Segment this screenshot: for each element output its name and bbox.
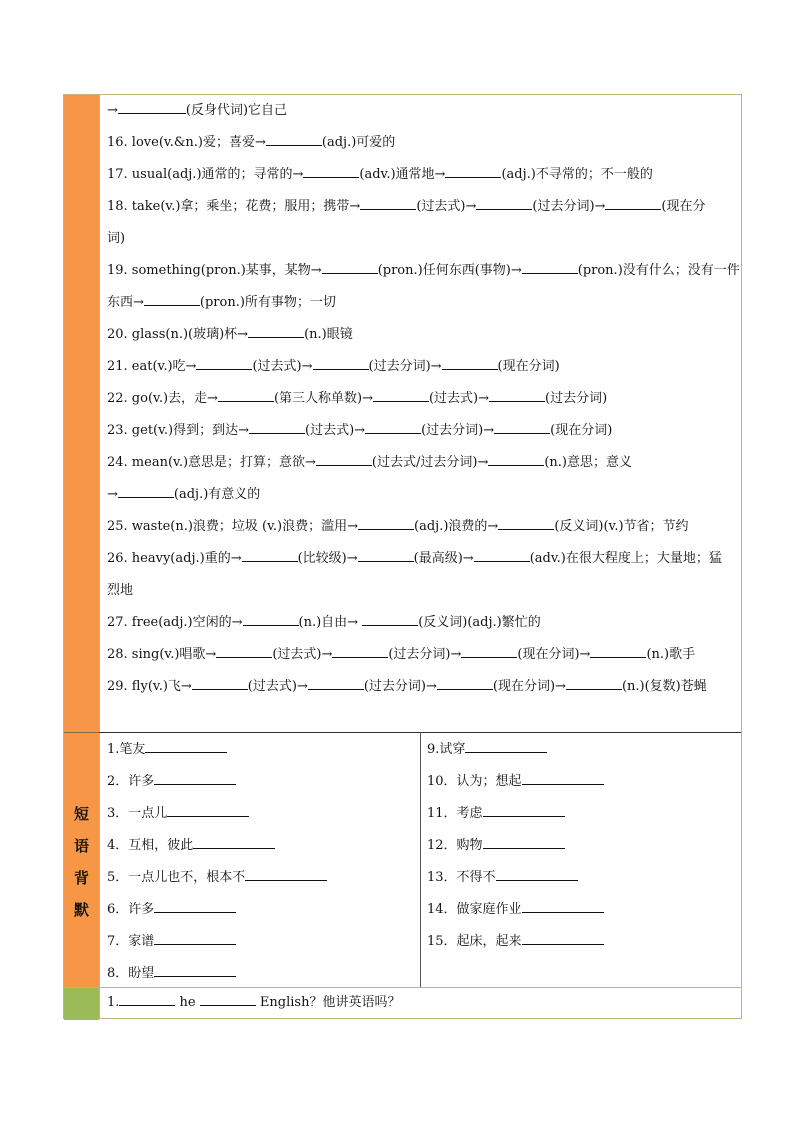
- vocab-line: [107, 255, 740, 287]
- answer-blank[interactable]: [476, 195, 532, 210]
- vocab-line: [107, 479, 737, 511]
- answer-blank[interactable]: [522, 770, 604, 785]
- vocab-text: (现在分词)→: [517, 647, 591, 662]
- answer-blank[interactable]: [266, 131, 322, 146]
- phrase-label: 8．盼望: [107, 966, 155, 981]
- answer-blank[interactable]: [358, 515, 414, 530]
- answer-blank[interactable]: [360, 195, 416, 210]
- title-char: 短: [73, 805, 89, 823]
- vocab-text: (反义词)(adj.)繁忙的: [418, 615, 541, 630]
- answer-blank[interactable]: [483, 834, 565, 849]
- phrase-label: 3．一点儿: [107, 806, 168, 821]
- vocab-text: 18. take(v.)拿；乘坐；花费；服用；携带→: [107, 199, 361, 214]
- answer-blank[interactable]: [465, 738, 547, 753]
- vocab-text: (n.)意思；意义: [544, 455, 632, 470]
- answer-blank[interactable]: [313, 355, 369, 370]
- sentence-row: [107, 987, 400, 1019]
- answer-blank[interactable]: [249, 419, 305, 434]
- vocab-text: (adj.)浪费的→: [414, 519, 499, 534]
- phrase-item: [427, 798, 604, 830]
- answer-blank[interactable]: [373, 387, 429, 402]
- vocab-line: [107, 191, 737, 223]
- vocab-text: 23. get(v.)得到；到达→: [107, 423, 250, 438]
- vocab-line: [107, 543, 737, 575]
- vocab-text: 24. mean(v.)意思是；打算；意欲→: [107, 455, 316, 470]
- phrase-item: [107, 862, 327, 894]
- answer-blank[interactable]: [167, 802, 249, 817]
- vocab-text: 21. eat(v.)吃→: [107, 359, 197, 374]
- answer-blank[interactable]: [496, 866, 578, 881]
- vocab-text: 25. waste(n.)浪费；垃圾 (v.)浪费；滥用→: [107, 519, 359, 534]
- answer-blank[interactable]: [248, 323, 304, 338]
- phrase-label: 2．许多: [107, 774, 155, 789]
- vocab-text: (过去式)→: [252, 359, 313, 374]
- vocab-text: (过去分词)→: [363, 679, 437, 694]
- answer-blank[interactable]: [442, 355, 498, 370]
- phrase-item: [427, 862, 604, 894]
- answer-blank[interactable]: [498, 515, 554, 530]
- phrase-item: [107, 958, 327, 990]
- phrase-item: [107, 926, 327, 958]
- vocab-text: (过去式/过去分词)→: [371, 455, 489, 470]
- vocab-text: 16. love(v.&n.)爱；喜爱→: [107, 135, 266, 150]
- answer-blank[interactable]: [218, 387, 274, 402]
- section-title: [64, 798, 99, 926]
- phrase-list-left: [107, 734, 327, 990]
- vocab-text: →: [107, 487, 118, 502]
- answer-blank[interactable]: [522, 898, 604, 913]
- vocab-text: →: [107, 103, 118, 118]
- phrase-label: 10．认为；想起: [427, 774, 522, 789]
- answer-blank[interactable]: [358, 547, 414, 562]
- answer-blank[interactable]: [196, 355, 252, 370]
- vocab-text: (过去分词)→: [421, 423, 495, 438]
- vocab-text: (adv.)在很大程度上；大量地；猛: [529, 551, 722, 566]
- answer-blank[interactable]: [216, 643, 272, 658]
- vocab-line: [107, 671, 737, 703]
- vocab-text: (adj.)有意义的: [173, 487, 261, 502]
- vocab-text: (pron.)所有事物；一切: [199, 295, 336, 310]
- phrase-label: 13．不得不: [427, 870, 496, 885]
- vocab-line: [107, 575, 737, 607]
- answer-blank[interactable]: [118, 99, 186, 114]
- vocab-text: 词): [107, 231, 126, 246]
- vocab-line: [107, 159, 737, 191]
- answer-blank[interactable]: [605, 195, 661, 210]
- vocab-line: [107, 639, 737, 671]
- sentence-number: 1.: [107, 995, 120, 1010]
- answer-blank[interactable]: [242, 547, 298, 562]
- vocab-text: (过去式)→: [416, 199, 477, 214]
- answer-blank[interactable]: [437, 675, 493, 690]
- answer-blank[interactable]: [566, 675, 622, 690]
- phrase-item: [427, 766, 604, 798]
- vocab-line: [107, 287, 737, 319]
- vocab-line: [107, 607, 737, 639]
- phrase-label: 11．考虑: [427, 806, 483, 821]
- vocab-text: 19. something(pron.)某事，某物→: [107, 263, 322, 278]
- answer-blank[interactable]: [154, 898, 236, 913]
- vocab-text: (最高级)→: [413, 551, 474, 566]
- answer-blank[interactable]: [193, 834, 275, 849]
- phrase-column-divider: [420, 732, 421, 987]
- answer-blank[interactable]: [145, 738, 227, 753]
- answer-blank[interactable]: [303, 163, 359, 178]
- vocab-text: 17. usual(adj.)通常的；寻常的→: [107, 167, 304, 182]
- answer-blank[interactable]: [154, 770, 236, 785]
- answer-blank[interactable]: [494, 419, 550, 434]
- phrase-item: [427, 926, 604, 958]
- vocab-list: [107, 95, 740, 703]
- vocab-text: (n.)眼镜: [304, 327, 353, 342]
- answer-blank[interactable]: [590, 643, 646, 658]
- vocab-text: (过去分词): [545, 391, 608, 406]
- column-divider: [99, 95, 100, 1018]
- answer-blank[interactable]: [245, 866, 327, 881]
- vocab-text: (n.)歌手: [646, 647, 696, 662]
- answer-blank[interactable]: [316, 451, 372, 466]
- answer-blank[interactable]: [365, 419, 421, 434]
- vocab-text: 东西→: [107, 295, 144, 310]
- vocab-text: 27. free(adj.)空闲的→: [107, 615, 243, 630]
- phrase-label: 9.试穿: [427, 742, 466, 757]
- phrase-item: [427, 894, 604, 926]
- answer-blank[interactable]: [461, 643, 517, 658]
- vocab-line: [107, 511, 737, 543]
- vocab-text: (过去分词)→: [368, 359, 442, 374]
- vocab-text: (现在分词): [497, 359, 560, 374]
- answer-blank[interactable]: [119, 991, 175, 1006]
- phrase-item: [107, 734, 327, 766]
- answer-blank[interactable]: [488, 451, 544, 466]
- answer-blank[interactable]: [243, 611, 299, 626]
- vocab-text: (过去式)→: [428, 391, 490, 406]
- answer-blank[interactable]: [308, 675, 364, 690]
- answer-blank[interactable]: [522, 930, 604, 945]
- answer-blank[interactable]: [332, 643, 388, 658]
- vocab-line: [107, 127, 737, 159]
- phrase-label: 5．一点儿也不，根本不: [107, 870, 246, 885]
- answer-blank[interactable]: [192, 675, 248, 690]
- vocab-text: (pron.)没有什么；没有一件: [577, 263, 740, 278]
- sentence-text: he: [179, 995, 196, 1010]
- sentence-text: English？他讲英语吗？: [259, 995, 401, 1010]
- vocab-text: 烈地: [107, 583, 134, 598]
- vocab-text: (现在分词): [550, 423, 613, 438]
- vocab-text: (过去式)→: [247, 679, 308, 694]
- answer-blank[interactable]: [474, 547, 530, 562]
- vocab-text: (现在分词)→: [492, 679, 566, 694]
- phrase-item: [107, 830, 327, 862]
- answer-blank[interactable]: [362, 611, 418, 626]
- phrase-item: [427, 830, 604, 862]
- phrase-label: 6．许多: [107, 902, 155, 917]
- vocab-text: (反义词)(v.)节省；节约: [554, 519, 689, 534]
- worksheet-table: [63, 94, 742, 1019]
- vocab-text: (过去式)→: [305, 423, 366, 438]
- phrase-item: [107, 766, 327, 798]
- vocab-text: (第三人称单数)→: [273, 391, 373, 406]
- answer-blank[interactable]: [154, 930, 236, 945]
- phrase-label: 15．起床，起来: [427, 934, 522, 949]
- answer-blank[interactable]: [322, 259, 378, 274]
- vocab-text: 28. sing(v.)唱歌→: [107, 647, 217, 662]
- phrase-label: 1.笔友: [107, 742, 146, 757]
- answer-blank[interactable]: [154, 962, 236, 977]
- vocab-text: 26. heavy(adj.)重的→: [107, 551, 242, 566]
- vocab-text: (现在分: [661, 199, 706, 214]
- answer-blank[interactable]: [200, 991, 256, 1006]
- vocab-text: (adj.)不寻常的；不一般的: [501, 167, 653, 182]
- vocab-text: (反身代词)它自己: [185, 103, 288, 118]
- phrase-label: 4．互相，彼此: [107, 838, 194, 853]
- vocab-text: (比较级)→: [297, 551, 358, 566]
- answer-blank[interactable]: [522, 259, 578, 274]
- phrase-item: [107, 798, 327, 830]
- sentence-side-bar: [64, 987, 99, 1020]
- vocab-line: [107, 415, 737, 447]
- title-char: 背: [73, 869, 89, 887]
- vocab-side-bar: [64, 95, 99, 732]
- vocab-text: 29. fly(v.)飞→: [107, 679, 192, 694]
- answer-blank[interactable]: [445, 163, 501, 178]
- title-char: 默: [73, 901, 89, 919]
- phrase-label: 12．购物: [427, 838, 483, 853]
- vocab-text: (过去分词)→: [532, 199, 606, 214]
- phrase-item: [107, 894, 327, 926]
- answer-blank[interactable]: [144, 291, 200, 306]
- vocab-text: 20. glass(n.)(玻璃)杯→: [107, 327, 249, 342]
- vocab-text: (n.)(复数)苍蝇: [621, 679, 707, 694]
- vocab-line: [107, 223, 737, 255]
- vocab-text: (adj.)可爱的: [321, 135, 396, 150]
- vocab-line: [107, 319, 737, 351]
- answer-blank[interactable]: [118, 483, 174, 498]
- vocab-text: (过去式)→: [272, 647, 333, 662]
- phrase-label: 7．家谱: [107, 934, 155, 949]
- answer-blank[interactable]: [483, 802, 565, 817]
- title-char: 语: [73, 837, 89, 855]
- phrase-list-right: [427, 734, 604, 958]
- phrase-item: [427, 734, 604, 766]
- vocab-text: 22. go(v.)去，走→: [107, 391, 218, 406]
- phrase-label: 14．做家庭作业: [427, 902, 522, 917]
- vocab-line: [107, 95, 737, 127]
- answer-blank[interactable]: [489, 387, 545, 402]
- vocab-line: [107, 351, 737, 383]
- vocab-text: (pron.)任何东西(事物)→: [377, 263, 522, 278]
- vocab-line: [107, 447, 737, 479]
- vocab-text: (过去分词)→: [388, 647, 462, 662]
- vocab-line: [107, 383, 737, 415]
- vocab-text: (adv.)通常地→: [359, 167, 446, 182]
- vocab-text: (n.)自由→: [298, 615, 363, 630]
